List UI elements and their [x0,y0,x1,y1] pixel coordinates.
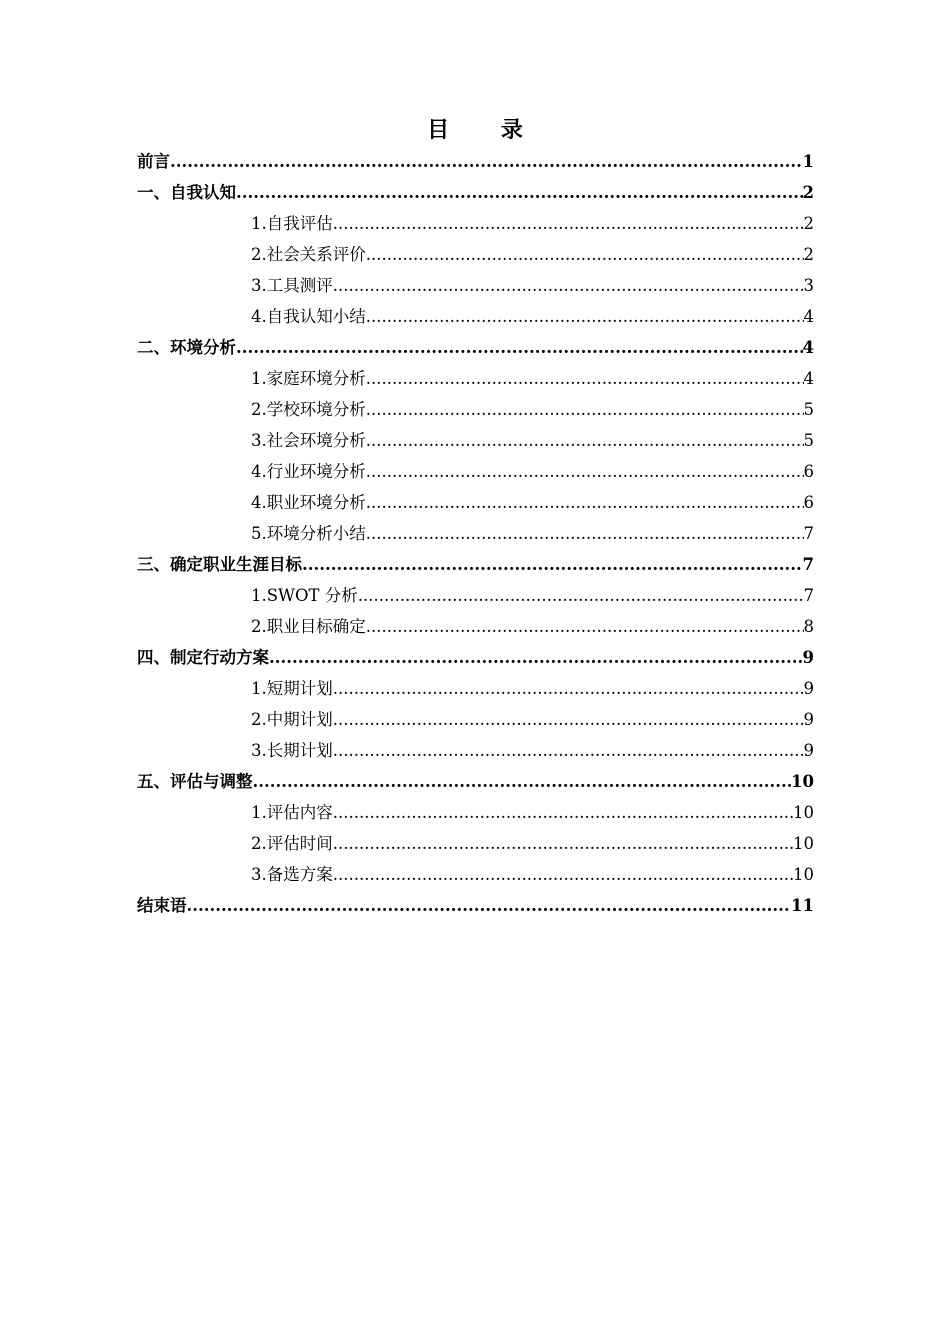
toc-dot-leader [236,332,803,363]
toc-subsection-entry[interactable] [137,859,814,890]
toc-section-entry[interactable] [137,890,814,921]
toc-page-number: 11 [791,896,814,915]
toc-page-number: 5 [803,431,814,450]
toc-subsection-entry[interactable] [137,239,814,270]
toc-page-number: 5 [803,400,814,419]
toc-section-entry[interactable] [137,177,814,208]
toc-subsection-entry[interactable] [137,363,814,394]
toc-dot-leader [253,766,792,797]
toc-dot-leader [366,425,804,456]
toc-entry-label: 2.社会关系评价 [251,245,366,264]
toc-title: 目 录 [427,117,545,143]
toc-page-number: 9 [803,741,814,760]
toc-subsection-entry[interactable] [137,797,814,828]
toc-page-number: 10 [791,772,814,791]
toc-page-number: 2 [802,183,814,202]
toc-subsection-entry[interactable] [137,208,814,239]
toc-entry-label: 二、环境分析 [137,338,236,357]
toc-subsection-entry[interactable] [137,518,814,549]
toc-entry-label: 1.SWOT 分析 [251,586,358,605]
toc-subsection-entry[interactable] [137,487,814,518]
toc-dot-leader [236,177,803,208]
toc-list [137,146,814,921]
toc-dot-leader [366,301,804,332]
toc-entry-label: 1.家庭环境分析 [251,369,366,388]
toc-dot-leader [333,673,804,704]
toc-dot-leader [366,456,804,487]
toc-page-number: 6 [803,493,814,512]
toc-page-number: 9 [803,679,814,698]
toc-entry-label: 1.评估内容 [251,803,333,822]
toc-entry-label: 2.中期计划 [251,710,333,729]
toc-dot-leader [366,239,804,270]
toc-subsection-entry[interactable] [137,425,814,456]
toc-section-entry[interactable] [137,766,814,797]
toc-section-entry[interactable] [137,146,814,177]
toc-dot-leader [333,859,793,890]
toc-dot-leader [366,518,804,549]
toc-section-entry[interactable] [137,642,814,673]
toc-dot-leader [366,487,804,518]
toc-page-number: 4 [802,338,814,357]
toc-dot-leader [170,146,803,177]
toc-subsection-entry[interactable] [137,828,814,859]
toc-subsection-entry[interactable] [137,673,814,704]
toc-entry-label: 五、评估与调整 [137,772,253,791]
toc-entry-label: 前言 [137,152,170,171]
toc-subsection-entry[interactable] [137,735,814,766]
toc-dot-leader [333,828,793,859]
toc-subsection-entry[interactable] [137,580,814,611]
toc-entry-label: 3.长期计划 [251,741,333,760]
toc-entry-label: 一、自我认知 [137,183,236,202]
toc-page-number: 4 [803,307,814,326]
toc-page-number: 4 [803,369,814,388]
toc-page-number: 2 [803,214,814,233]
toc-dot-leader [366,363,804,394]
toc-page-number: 8 [803,617,814,636]
toc-entry-label: 三、确定职业生涯目标 [137,555,302,574]
toc-entry-label: 1.短期计划 [251,679,333,698]
toc-dot-leader [366,394,804,425]
toc-dot-leader [187,890,792,921]
toc-dot-leader [358,580,804,611]
toc-page-number: 9 [803,710,814,729]
toc-page-number: 7 [803,524,814,543]
toc-section-entry[interactable] [137,549,814,580]
toc-dot-leader [333,270,804,301]
toc-entry-label: 4.自我认知小结 [251,307,366,326]
toc-subsection-entry[interactable] [137,270,814,301]
toc-dot-leader [269,642,803,673]
toc-entry-label: 4.职业环境分析 [251,493,366,512]
toc-page-number: 7 [802,555,814,574]
toc-page-number: 10 [793,834,814,853]
toc-dot-leader [302,549,803,580]
toc-dot-leader [333,704,804,735]
toc-page-number: 2 [803,245,814,264]
toc-page-number: 10 [793,803,814,822]
toc-dot-leader [333,208,804,239]
toc-entry-label: 四、制定行动方案 [137,648,269,667]
toc-dot-leader [366,611,804,642]
toc-page-number: 6 [803,462,814,481]
toc-section-entry[interactable] [137,332,814,363]
toc-subsection-entry[interactable] [137,456,814,487]
toc-dot-leader [333,735,804,766]
toc-subsection-entry[interactable] [137,394,814,425]
toc-entry-label: 2.学校环境分析 [251,400,366,419]
toc-entry-label: 2.职业目标确定 [251,617,366,636]
toc-subsection-entry[interactable] [137,704,814,735]
toc-entry-label: 3.备选方案 [251,865,333,884]
toc-entry-label: 5.环境分析小结 [251,524,366,543]
toc-subsection-entry[interactable] [137,301,814,332]
toc-subsection-entry[interactable] [137,611,814,642]
toc-entry-label: 3.工具测评 [251,276,333,295]
toc-page-number: 7 [803,586,814,605]
toc-page-number: 1 [802,152,814,171]
toc-page-number: 3 [803,276,814,295]
toc-entry-label: 1.自我评估 [251,214,333,233]
toc-entry-label: 结束语 [137,896,187,915]
toc-entry-label: 3.社会环境分析 [251,431,366,450]
toc-entry-label: 4.行业环境分析 [251,462,366,481]
toc-entry-label: 2.评估时间 [251,834,333,853]
toc-page-number: 10 [793,865,814,884]
toc-page-number: 9 [802,648,814,667]
toc-dot-leader [333,797,793,828]
